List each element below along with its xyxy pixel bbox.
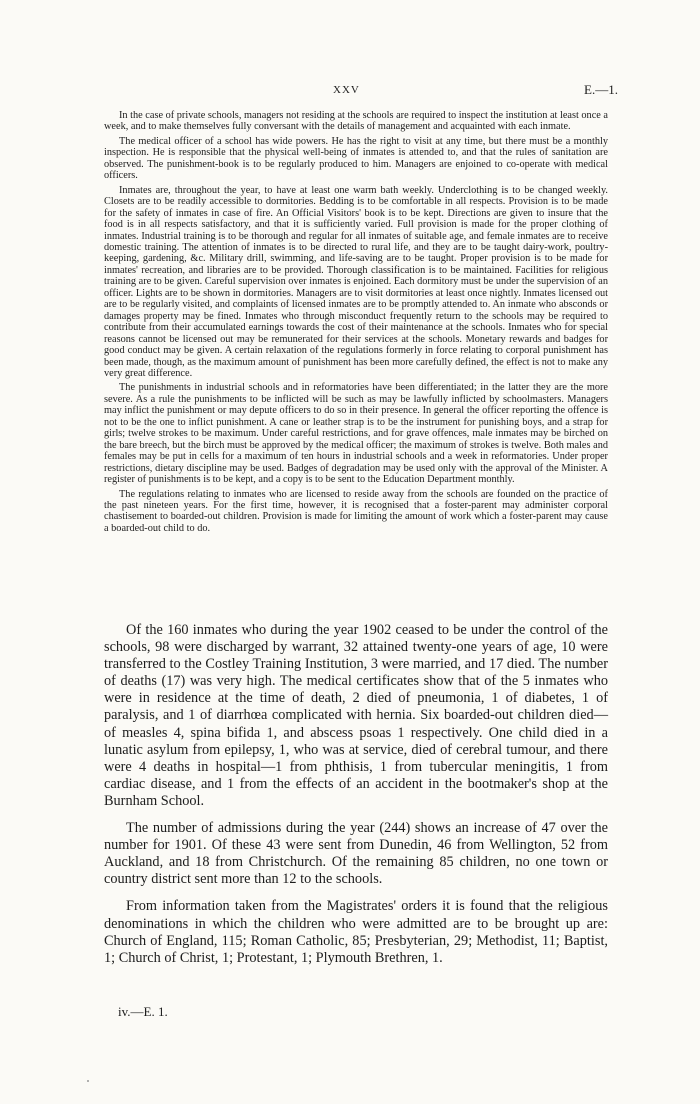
paragraph-discharges: Of the 160 inmates who during the year 1902 ceased to be under the control of the schools, 98 were discharged by warrant, 32 attained twenty-one years of age, 10 were transferred to the Costley Training Institution, 3 were married, and 17 died. The number of deaths (17) was very high. The medical certificates show that of the 5 inmates who were in residence at the time of death, 2 died of pneumonia, 1 of diabetes, 1 of paralysis, and 1 of diarrhœa complicated with hernia. Six boarded-out children died—of measles 4, spina bifida 1, and abscess psoas 1 respectively. One child died in a lunatic asylum from epilepsy, 1, who was at service, died of cerebral tumour, and there were 4 deaths in hospital—1 from phthisis, 1 from tubercular meningitis, 1 from cardiac disease, and 1 from the effects of an accident in the bootmaker's shop at the Burnham School.: [104, 622, 608, 809]
paragraph-admissions: The number of admissions during the year (244) shows an increase of 47 over the number for 1901. Of these 43 were sent from Dunedin, 46 from Wellington, 52 from Auckland, and 18 from Christchurch. Of the remaining 85 children, no one town or country district sent more than 12 to the schools.: [104, 820, 608, 888]
page-header: [0, 84, 700, 100]
paper-reference: E.—1.: [584, 82, 618, 97]
scan-speck: [87, 1080, 89, 1082]
paragraph-inmate-welfare: Inmates are, throughout the year, to have at least one warm bath weekly. Underclothing is to be changed weekly. Closets are to be readily accessible to dormitories. Bedding is to be comfortable in all respects. Provision is to be made for the safety of inmates in case of fire. An Official Visitors' book is to be kept. Directions are given to insure that the food is in all respects satisfactory, and that it is sufficiently varied. Full provision is made for the proper clothing of inmates. Industrial training is to be thorough and regular for all inmates of suitable age, and female inmates are to receive domestic training. The attention of inmates is to be directed to rural life, and they are to be taught dairy-work, poultry-keeping, gardening, &c. Military drill, swimming, and life-saving are to be taught. Proper provision is to be made for inmates' recreation, and libraries are to be provided. Thorough classification is to be maintained. Facilities for religious training are to be given. Careful supervision over inmates is enjoined. Each dormitory must be under the supervision of an officer. Lights are to be shown in dormitories. Managers are to visit dormitories at least once nightly. Inmates licensed out are to be regularly visited, and complaints of licensed inmates are to be promptly attended to. An inmate who absconds or damages property may be fined. Inmates who through misconduct frequently return to the schools may be required to contribute from their accumulated earnings towards the cost of their maintenance at the schools. Inmates who for special reasons cannot be licensed out may be remunerated for their services at the schools. Monetary rewards and badges for good conduct may be given. A certain relaxation of the regulations formerly in force relating to corporal punishment has been made, though, as the maximum amount of punishment has been more carefully defined, the effect is not to make any very great difference.: [104, 184, 608, 379]
paragraph-private-schools: In the case of private schools, managers not residing at the schools are required to inspect the institution at least once a week, and to make themselves fully conversant with the details of management and acquainted with each inmate.: [104, 110, 608, 133]
paragraph-punishments: The punishments in industrial schools and in reformatories have been differentiated; in the latter they are the more severe. As a rule the punishments to be inflicted will be such as may be lawfully inflicted by schoolmasters. Managers may inflict the punishment or may depute officers to do so in their presence. In general the officer reporting the offence is not to be the one to inflict punishment. A cane or leather strap is to be the instrument for punishing boys, and a strap for girls; twelve strokes to be maximum. Under careful restrictions, and for grave offences, male inmates may be birched on the bare breech, but the birch must be approved by the medical officer; the maximum of strokes is twelve. Both males and females may be put in cells for a maximum of ten hours in industrial schools and a week in reformatories. Under proper restrictions, dietary discipline may be used. Badges of degradation may be used only with the approval of the Minister. A register of punishments is to be kept, and a copy is to be sent to the Education Department monthly.: [104, 382, 608, 486]
regulations-section: [104, 110, 608, 537]
paragraph-medical-officer: The medical officer of a school has wide powers. He has the right to visit at any time, but there must be a monthly inspection. He is responsible that the physical well-being of inmates is attended to, and that the rules of sanitation are observed. The punishment-book is to be regularly produced to him. Managers are enjoined to co-operate with medical officers.: [104, 135, 608, 182]
paragraph-denominations: From information taken from the Magistrates' orders it is found that the religious denominations in which the children who were admitted are to be brought up are: Church of England, 115; Roman Catholic, 85; Presbyterian, 29; Methodist, 11; Baptist, 1; Church of Christ, 1; Protestant, 1; Plymouth Brethren, 1.: [104, 898, 608, 966]
statistics-section: [104, 622, 608, 977]
page-signature: iv.—E. 1.: [118, 1004, 168, 1019]
page-folio: XXV: [333, 84, 360, 96]
paragraph-licensed-inmates: The regulations relating to inmates who are licensed to reside away from the schools are founded on the practice of the past nineteen years. For the first time, however, it is recognised that a foster-parent may administer corporal chastisement to boarded-out children. Provision is made for limiting the amount of work which a foster-parent may cause a boarded-out child to do.: [104, 488, 608, 534]
